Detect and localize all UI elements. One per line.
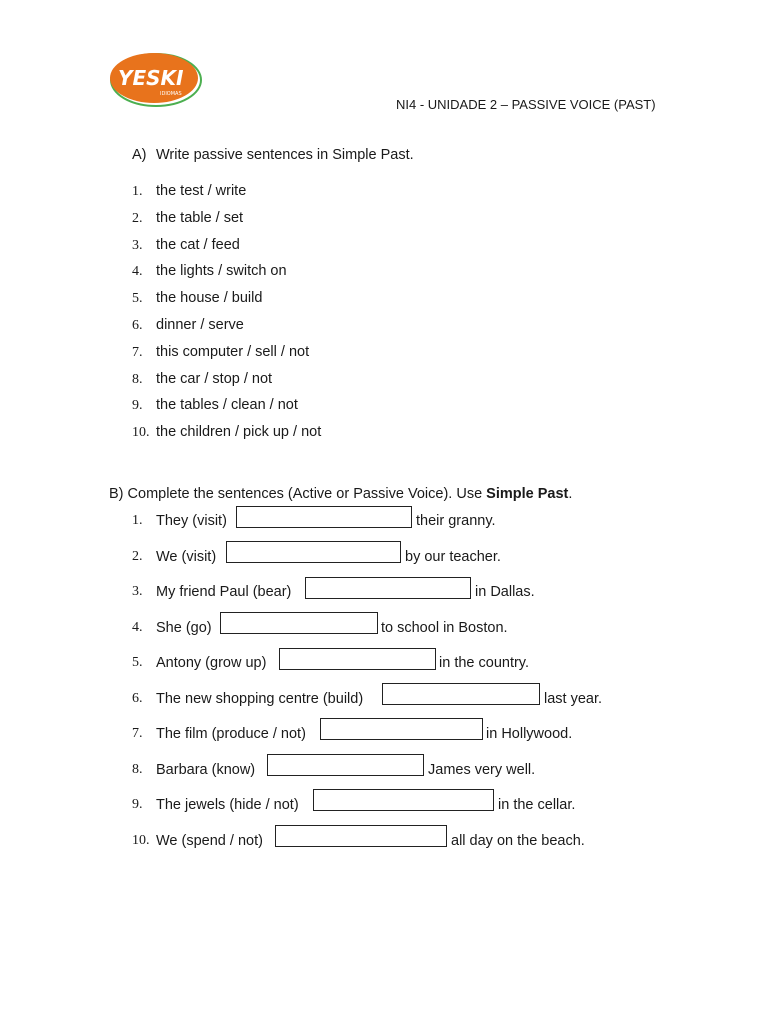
answer-field[interactable]	[267, 754, 424, 776]
answer-field[interactable]	[382, 683, 540, 705]
answer-field[interactable]	[279, 648, 436, 670]
simple-past-emphasis: Simple Past	[486, 486, 569, 502]
list-item: 9. the tables / clean / not	[132, 397, 298, 414]
yeski-logo	[108, 47, 204, 111]
logo-sub: IDIOMAS	[160, 91, 182, 97]
exercise-row: 7. The film (produce / not)	[132, 726, 306, 742]
exercise-row: 6. The new shopping centre (build)	[132, 691, 364, 707]
answer-field[interactable]	[305, 577, 471, 599]
exercise-row: 9. The jewels (hide / not)	[132, 797, 299, 813]
list-item: 1. the test / write	[132, 183, 247, 199]
exercise-row: 4. She (go)	[132, 620, 212, 636]
list-item: 3. the cat / feed	[132, 236, 240, 253]
list-item: 6. dinner / serve	[132, 316, 244, 333]
list-item: 7. this computer / sell / not	[132, 343, 310, 360]
answer-field[interactable]	[313, 789, 494, 811]
exercise-row: 2. We (visit)	[132, 549, 217, 565]
section-a-letter: A)	[132, 147, 147, 163]
list-item: 8. the car / stop / not	[132, 370, 273, 387]
exercise-row: 1. They (visit)	[132, 513, 227, 529]
answer-field[interactable]	[275, 825, 447, 847]
exercise-row: 5. Antony (grow up)	[132, 655, 267, 671]
list-item: 10. the children / pick up / not	[132, 424, 322, 441]
exercise-row: 10. We (spend / not)	[132, 833, 263, 849]
page-header: NI4 - UNIDADE 2 – PASSIVE VOICE (PAST)	[396, 97, 656, 112]
section-a-instruction	[132, 147, 414, 163]
answer-field[interactable]	[226, 541, 401, 563]
list-item: 2. the table / set	[132, 209, 244, 226]
exercise-row: 8. Barbara (know)	[132, 762, 256, 778]
exercise-row: 3. My friend Paul (bear)	[132, 584, 292, 600]
list-item: 4. the lights / switch on	[132, 263, 287, 280]
section-b-instruction: B) Complete the sentences (Active or Passive Voice). Use Simple Past.	[109, 486, 573, 502]
section-a-list	[132, 181, 321, 449]
answer-field[interactable]	[236, 506, 412, 528]
list-item: 5. the house / build	[132, 290, 263, 307]
answer-field[interactable]	[320, 718, 483, 740]
answer-field[interactable]	[220, 612, 378, 634]
section-a-text: Write passive sentences in Simple Past.	[156, 147, 414, 163]
logo-brand: YESKI	[118, 66, 184, 90]
